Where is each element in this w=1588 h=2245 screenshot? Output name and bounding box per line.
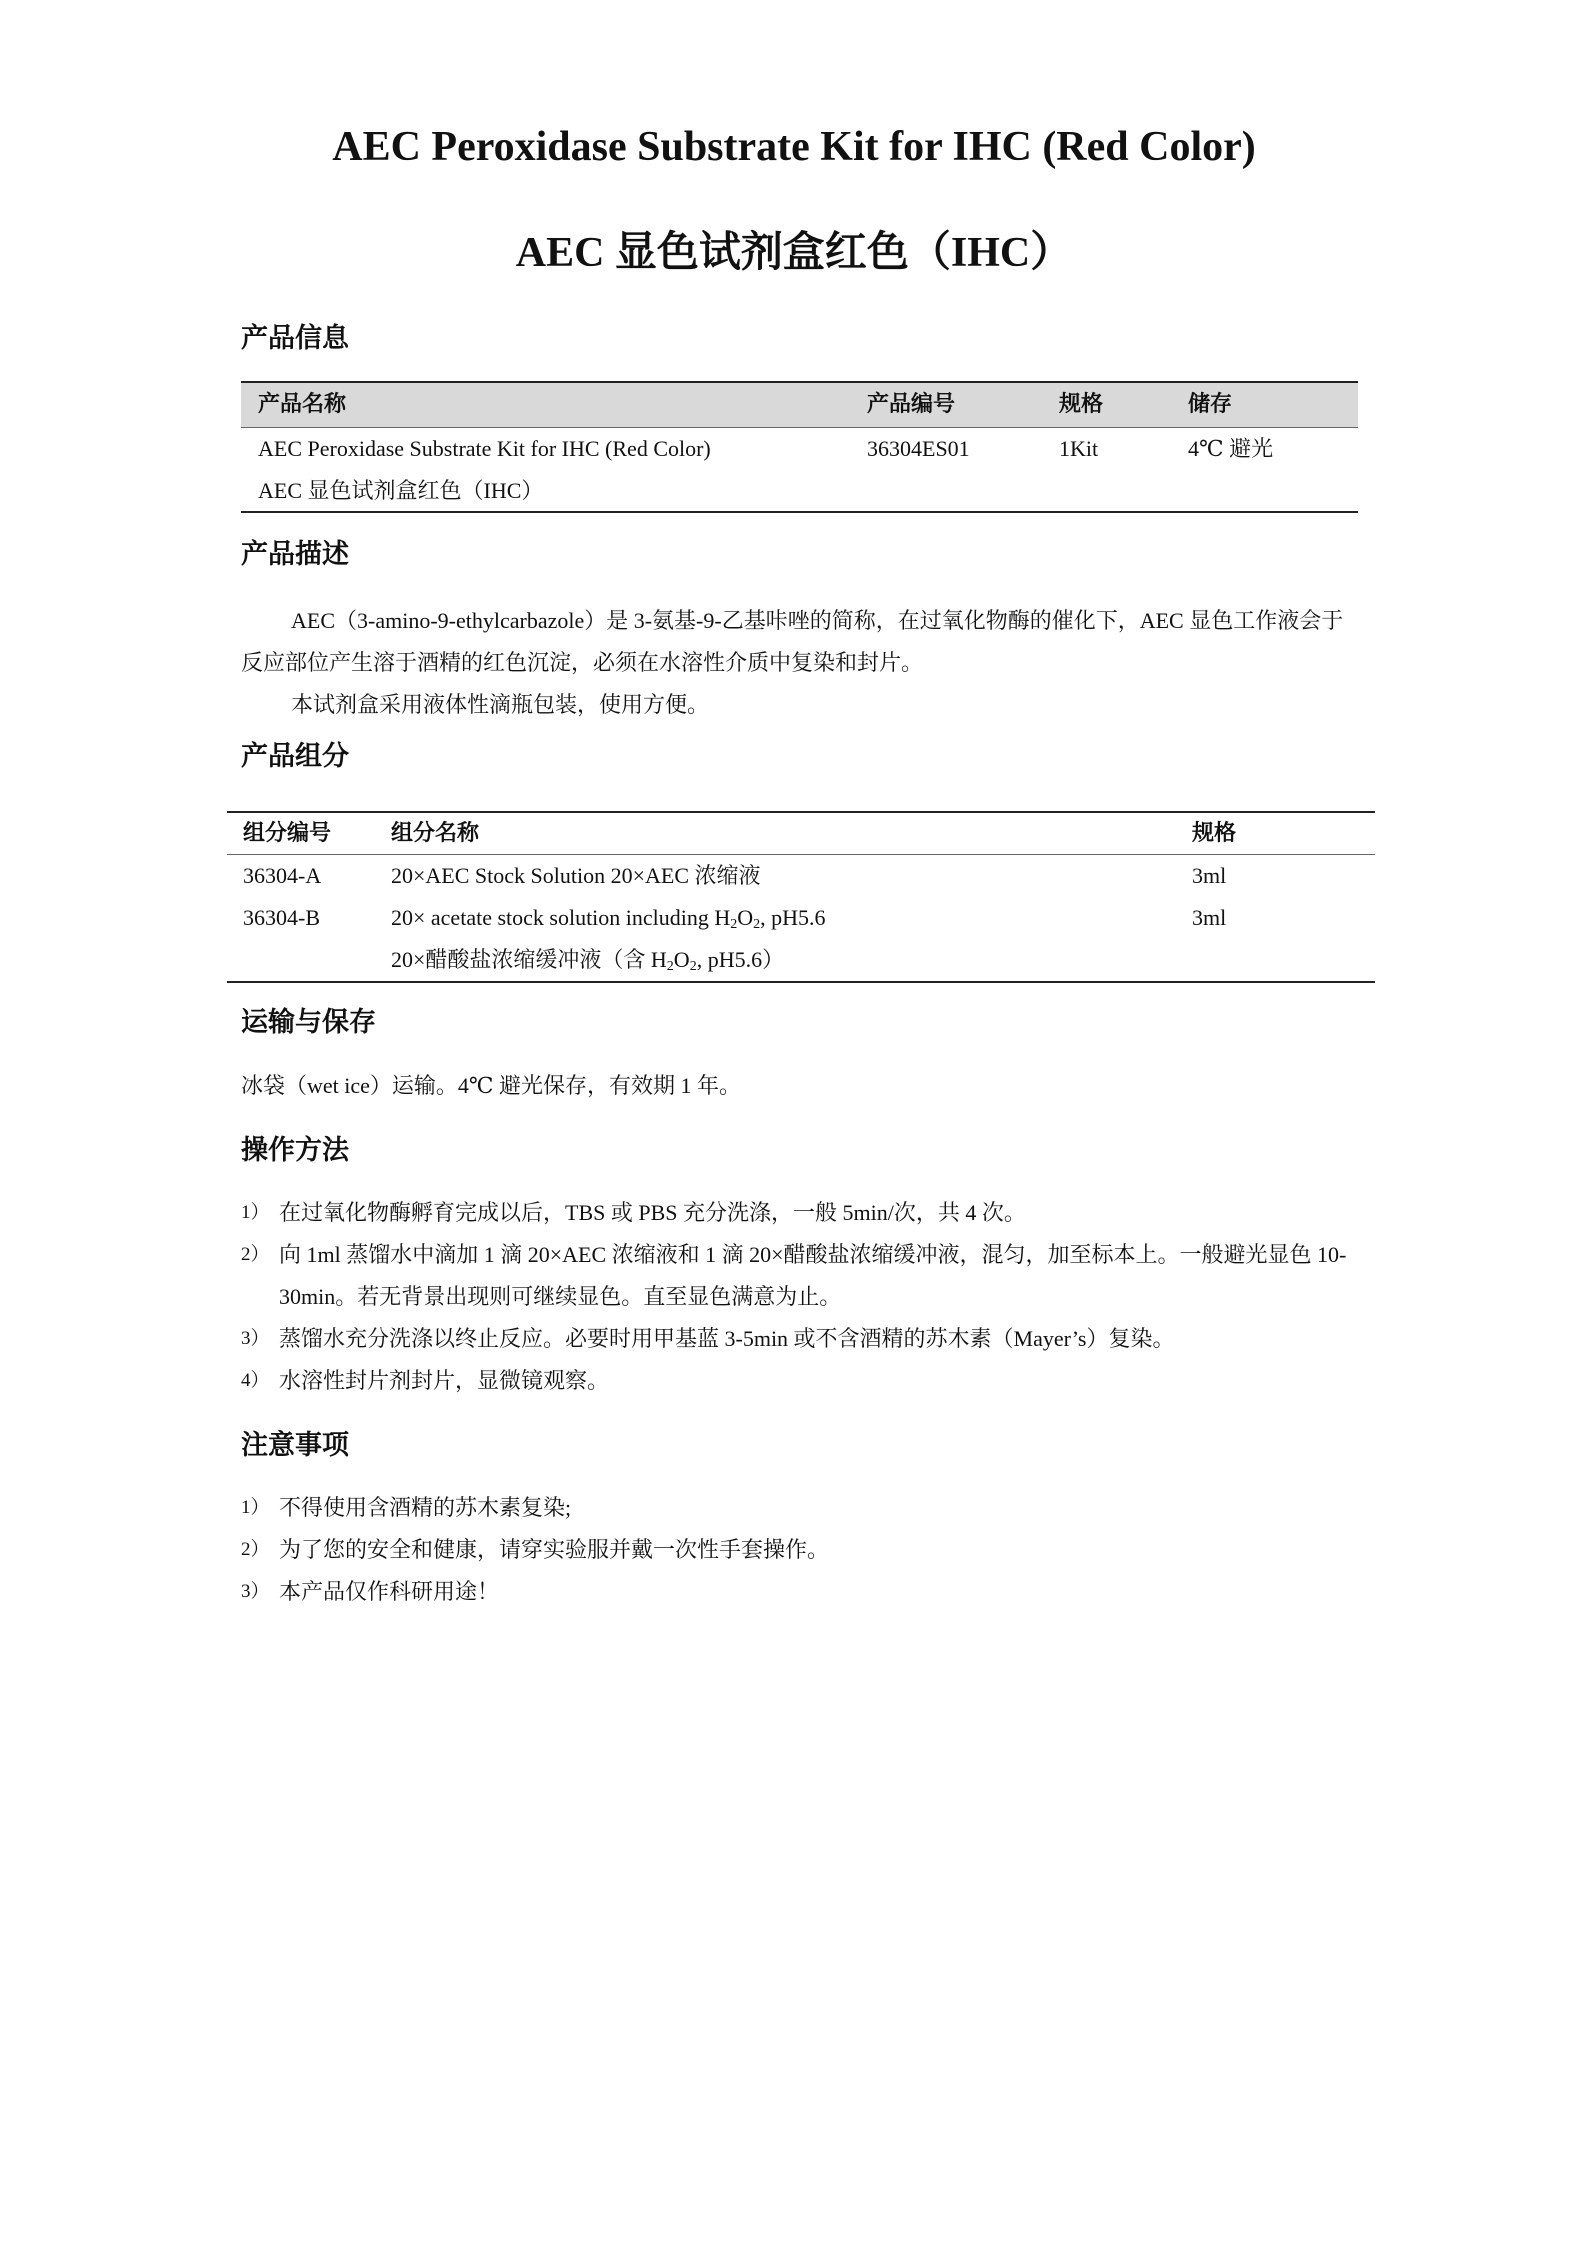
component-a-id: 36304-A [243, 863, 322, 888]
note-item-3: 3） 本产品仅作科研用途！ [241, 1571, 1361, 1613]
product-name-english: AEC Peroxidase Substrate Kit for IHC (Red Color) [258, 436, 711, 461]
method-step-1-number: 1） [241, 1202, 270, 1223]
method-step-2-number: 2） [241, 1244, 270, 1265]
components-header-id: 组分编号 [243, 820, 332, 845]
product-info-header-name: 产品名称 [258, 391, 347, 416]
product-info-header-rule [241, 427, 1358, 428]
method-step-2: 2） 向 1ml 蒸馏水中滴加 1 滴 20×AEC 浓缩液和 1 滴 20×醋酸盐浓缩缓冲液，混匀，加至标本上。一般避光显色 10-30min。若无背景出现则可继续显色。直至显色满意为止。 [241, 1234, 1361, 1318]
method-step-3-number: 3） [241, 1328, 270, 1349]
method-step-1: 1） 在过氧化物酶孵育完成以后，TBS 或 PBS 充分洗涤，一般 5min/次，共 4 次。 [241, 1192, 1361, 1234]
component-a-name: 20×AEC Stock Solution 20×AEC 浓缩液 [391, 863, 761, 888]
description-paragraph-2: 本试剂盒采用液体性滴瓶包装，使用方便。 [291, 692, 710, 717]
product-spec: 1Kit [1059, 436, 1099, 461]
product-name-chinese: AEC 显色试剂盒红色（IHC） [258, 478, 544, 503]
description-paragraph-1: AEC（3-amino-9-ethylcarbazole）是 3-氨基-9-乙基咔唑的简称，在过氧化物酶的催化下，AEC 显色工作液会于反应部位产生溶于酒精的红色沉淀，必须在水溶性介质中复染和封片。 [241, 608, 1344, 675]
section-heading-shipping: 运输与保存 [241, 1007, 376, 1038]
product-catalog-number: 36304ES01 [867, 436, 970, 461]
product-info-header-storage: 储存 [1188, 391, 1233, 416]
section-heading-product-info: 产品信息 [241, 323, 349, 354]
components-header-rule [227, 854, 1375, 855]
components-header-name: 组分名称 [391, 820, 480, 845]
method-step-4: 4） 水溶性封片剂封片，显微镜观察。 [241, 1360, 1361, 1402]
note-3-number: 3） [241, 1581, 270, 1602]
components-top-rule [227, 811, 1375, 813]
note-item-1: 1） 不得使用含酒精的苏木素复染; [241, 1487, 1361, 1529]
note-1-number: 1） [241, 1497, 270, 1518]
section-heading-components: 产品组分 [241, 741, 349, 772]
product-info-top-rule [241, 381, 1358, 383]
method-step-4-number: 4） [241, 1370, 270, 1391]
product-info-header-catalog: 产品编号 [867, 391, 956, 416]
section-heading-method: 操作方法 [241, 1135, 349, 1166]
product-info-header-spec: 规格 [1059, 391, 1104, 416]
method-step-3: 3） 蒸馏水充分洗涤以终止反应。必要时用甲基蓝 3-5min 或不含酒精的苏木素（Mayer’s）复染。 [241, 1318, 1361, 1360]
component-b-id: 36304-B [243, 905, 320, 930]
note-2-number: 2） [241, 1539, 270, 1560]
shipping-text: 冰袋（wet ice）运输。4℃ 避光保存，有效期 1 年。 [241, 1073, 742, 1098]
document-title-english: AEC Peroxidase Substrate Kit for IHC (Red Color) [332, 124, 1256, 170]
section-heading-notes: 注意事项 [241, 1430, 349, 1461]
component-a-spec: 3ml [1192, 863, 1227, 888]
component-b-spec: 3ml [1192, 905, 1227, 930]
note-item-2: 2） 为了您的安全和健康，请穿实验服并戴一次性手套操作。 [241, 1529, 1361, 1571]
components-bottom-rule [227, 981, 1375, 983]
product-info-bottom-rule [241, 511, 1358, 513]
component-b-name-chinese: 20×醋酸盐浓缩缓冲液（含 $H_2O_2$, pH5.6） [391, 947, 785, 974]
component-b-name-english: 20× acetate stock solution including $H_2O_2$, pH5.6 [391, 905, 826, 932]
document-title-chinese: AEC 显色试剂盒红色（IHC） [515, 230, 1073, 276]
product-storage: 4℃ 避光 [1188, 436, 1274, 461]
components-header-spec: 规格 [1192, 820, 1237, 845]
section-heading-description: 产品描述 [241, 539, 349, 570]
